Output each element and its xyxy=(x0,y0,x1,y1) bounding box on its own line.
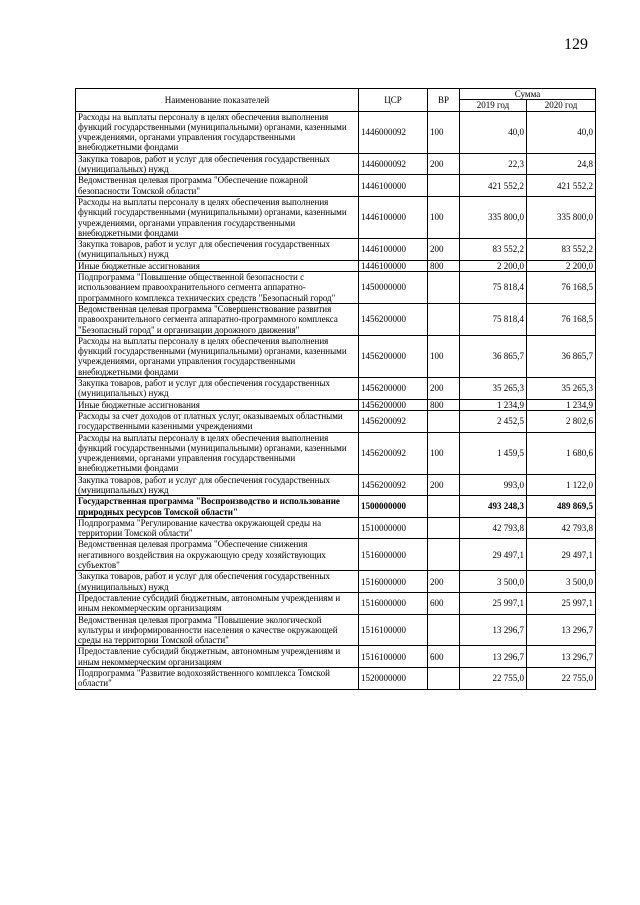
cell-2020: 3 500,0 xyxy=(527,571,596,593)
cell-name: Ведомственная целевая программа "Повышение экологической культуры и информированности населения о качестве окружающей среды на территории Томской области" xyxy=(76,614,359,646)
table-row xyxy=(76,260,596,271)
cell-2020: 42 793,8 xyxy=(527,517,596,539)
cell-2019: 22,3 xyxy=(460,153,527,175)
header-name: Наименование показателей xyxy=(76,89,359,112)
cell-csr: 1450000000 xyxy=(359,272,428,304)
cell-name: Расходы на выплаты персоналу в целях обеспечения выполнения функций государственными (муниципальными) органами, казенными учреждениями, органами управления государственными внебюджетными фондами xyxy=(76,111,359,153)
cell-vr xyxy=(428,496,460,518)
table-row xyxy=(76,614,596,646)
cell-2020: 1 234,9 xyxy=(527,399,596,410)
cell-csr: 1456200092 xyxy=(359,410,428,432)
cell-2020: 76 168,5 xyxy=(527,303,596,335)
table-row xyxy=(76,175,596,197)
table-row xyxy=(76,335,596,377)
cell-vr: 600 xyxy=(428,646,460,668)
table-row xyxy=(76,303,596,335)
cell-2019: 2 452,5 xyxy=(460,410,527,432)
cell-csr: 1446100000 xyxy=(359,260,428,271)
cell-2019: 83 552,2 xyxy=(460,239,527,261)
cell-name: Ведомственная целевая программа "Обеспечение пожарной безопасности Томской области" xyxy=(76,175,359,197)
cell-2019: 35 265,3 xyxy=(460,378,527,400)
cell-vr xyxy=(428,614,460,646)
cell-2020: 1 122,0 xyxy=(527,474,596,496)
header-2020: 2020 год xyxy=(527,100,596,111)
cell-name: Государственная программа "Воспроизводство и использование природных ресурсов Томской области" xyxy=(76,496,359,518)
cell-2020: 24,8 xyxy=(527,153,596,175)
cell-vr: 100 xyxy=(428,196,460,238)
cell-name: Подпрограмма "Регулирование качества окружающей среды на территории Томской области" xyxy=(76,517,359,539)
table-row xyxy=(76,646,596,668)
table-row xyxy=(76,517,596,539)
cell-csr: 1516000000 xyxy=(359,592,428,614)
cell-csr: 1446100000 xyxy=(359,239,428,261)
cell-2020: 40,0 xyxy=(527,111,596,153)
cell-csr: 1446000092 xyxy=(359,153,428,175)
cell-name: Иные бюджетные ассигнования xyxy=(76,399,359,410)
table-row xyxy=(76,378,596,400)
cell-vr: 200 xyxy=(428,378,460,400)
cell-name: Предоставление субсидий бюджетным, автономным учреждениям и иным некоммерческим организациям xyxy=(76,592,359,614)
table-body xyxy=(76,111,596,689)
cell-2020: 36 865,7 xyxy=(527,335,596,377)
cell-csr: 1446100000 xyxy=(359,175,428,197)
cell-vr: 200 xyxy=(428,153,460,175)
cell-csr: 1516100000 xyxy=(359,614,428,646)
cell-vr: 100 xyxy=(428,335,460,377)
cell-2020: 1 680,6 xyxy=(527,432,596,474)
cell-vr: 100 xyxy=(428,111,460,153)
cell-2019: 493 248,3 xyxy=(460,496,527,518)
cell-2020: 76 168,5 xyxy=(527,272,596,304)
table-row xyxy=(76,432,596,474)
cell-2020: 83 552,2 xyxy=(527,239,596,261)
header-vr: ВР xyxy=(428,89,460,112)
cell-name: Расходы за счет доходов от платных услуг, оказываемых областными государственными казенными учреждениями xyxy=(76,410,359,432)
cell-2020: 35 265,3 xyxy=(527,378,596,400)
table-row xyxy=(76,474,596,496)
table-row xyxy=(76,592,596,614)
cell-2019: 22 755,0 xyxy=(460,668,527,690)
cell-vr xyxy=(428,668,460,690)
cell-csr: 1446100000 xyxy=(359,196,428,238)
cell-csr: 1520000000 xyxy=(359,668,428,690)
cell-vr: 600 xyxy=(428,592,460,614)
cell-csr: 1510000000 xyxy=(359,517,428,539)
header-csr: ЦСР xyxy=(359,89,428,112)
cell-2019: 25 997,1 xyxy=(460,592,527,614)
cell-name: Закупка товаров, работ и услуг для обеспечения государственных (муниципальных) нужд xyxy=(76,153,359,175)
cell-2020: 13 296,7 xyxy=(527,646,596,668)
cell-2019: 335 800,0 xyxy=(460,196,527,238)
cell-2019: 36 865,7 xyxy=(460,335,527,377)
cell-csr: 1516000000 xyxy=(359,539,428,571)
cell-name: Закупка товаров, работ и услуг для обеспечения государственных (муниципальных) нужд xyxy=(76,378,359,400)
cell-csr: 1446000092 xyxy=(359,111,428,153)
table-row xyxy=(76,272,596,304)
cell-vr xyxy=(428,517,460,539)
cell-vr xyxy=(428,539,460,571)
cell-vr: 800 xyxy=(428,260,460,271)
cell-name: Предоставление субсидий бюджетным, автономным учреждениям и иным некоммерческим организациям xyxy=(76,646,359,668)
header-2019: 2019 год xyxy=(460,100,527,111)
cell-2019: 1 234,9 xyxy=(460,399,527,410)
cell-2019: 75 818,4 xyxy=(460,303,527,335)
cell-vr: 100 xyxy=(428,432,460,474)
header-sum: Сумма xyxy=(460,89,596,100)
table-row xyxy=(76,539,596,571)
table-row xyxy=(76,496,596,518)
cell-csr: 1516000000 xyxy=(359,571,428,593)
cell-name: Расходы на выплаты персоналу в целях обеспечения выполнения функций государственными (муниципальными) органами, казенными учреждениями, органами управления государственными внебюджетными фондами xyxy=(76,196,359,238)
table-row xyxy=(76,239,596,261)
cell-csr: 1456200092 xyxy=(359,432,428,474)
cell-vr: 200 xyxy=(428,239,460,261)
cell-2020: 2 802,6 xyxy=(527,410,596,432)
cell-2019: 75 818,4 xyxy=(460,272,527,304)
cell-name: Подпрограмма "Развитие водохозяйственного комплекса Томской области" xyxy=(76,668,359,690)
cell-csr: 1516100000 xyxy=(359,646,428,668)
table-row xyxy=(76,196,596,238)
cell-name: Расходы на выплаты персоналу в целях обеспечения выполнения функций государственными (муниципальными) органами, казенными учреждениями, органами управления государственными внебюджетными фондами xyxy=(76,335,359,377)
cell-2019: 993,0 xyxy=(460,474,527,496)
cell-2020: 13 296,7 xyxy=(527,614,596,646)
cell-vr: 200 xyxy=(428,571,460,593)
cell-2020: 25 997,1 xyxy=(527,592,596,614)
cell-csr: 1456200000 xyxy=(359,378,428,400)
cell-2020: 29 497,1 xyxy=(527,539,596,571)
cell-2019: 421 552,2 xyxy=(460,175,527,197)
cell-2020: 2 200,0 xyxy=(527,260,596,271)
cell-2019: 29 497,1 xyxy=(460,539,527,571)
table-row xyxy=(76,410,596,432)
cell-2020: 335 800,0 xyxy=(527,196,596,238)
cell-csr: 1456200000 xyxy=(359,335,428,377)
budget-table xyxy=(75,88,596,690)
cell-csr: 1456200000 xyxy=(359,399,428,410)
cell-vr: 800 xyxy=(428,399,460,410)
cell-name: Закупка товаров, работ и услуг для обеспечения государственных (муниципальных) нужд xyxy=(76,571,359,593)
cell-name: Подпрограмма "Повышение общественной безопасности с использованием правоохранительного сегмента аппаратно-программного комплекса технических средств "Безопасный город" xyxy=(76,272,359,304)
cell-2019: 13 296,7 xyxy=(460,614,527,646)
cell-name: Закупка товаров, работ и услуг для обеспечения государственных (муниципальных) нужд xyxy=(76,474,359,496)
cell-2019: 1 459,5 xyxy=(460,432,527,474)
cell-name: Закупка товаров, работ и услуг для обеспечения государственных (муниципальных) нужд xyxy=(76,239,359,261)
cell-name: Ведомственная целевая программа "Совершенствование развития правоохранительного сегмента аппаратно-программного комплекса "Безопасный город" и организации дорожного движения" xyxy=(76,303,359,335)
cell-2019: 40,0 xyxy=(460,111,527,153)
cell-name: Иные бюджетные ассигнования xyxy=(76,260,359,271)
table-header xyxy=(76,89,596,112)
cell-2019: 42 793,8 xyxy=(460,517,527,539)
cell-csr: 1456200000 xyxy=(359,303,428,335)
table-row xyxy=(76,111,596,153)
cell-name: Расходы на выплаты персоналу в целях обеспечения выполнения функций государственными (муниципальными) органами, казенными учреждениями, органами управления государственными внебюджетными фондами xyxy=(76,432,359,474)
page-number: 129 xyxy=(564,36,588,53)
cell-csr: 1500000000 xyxy=(359,496,428,518)
table-row xyxy=(76,399,596,410)
cell-vr xyxy=(428,303,460,335)
cell-2020: 489 869,5 xyxy=(527,496,596,518)
cell-csr: 1456200092 xyxy=(359,474,428,496)
cell-vr xyxy=(428,175,460,197)
table-row xyxy=(76,153,596,175)
cell-vr: 200 xyxy=(428,474,460,496)
cell-2020: 22 755,0 xyxy=(527,668,596,690)
cell-vr xyxy=(428,272,460,304)
cell-2019: 3 500,0 xyxy=(460,571,527,593)
cell-name: Ведомственная целевая программа "Обеспечение снижения негативного воздействия на окружающую среду хозяйствующих субъектов" xyxy=(76,539,359,571)
cell-vr xyxy=(428,410,460,432)
table-row xyxy=(76,571,596,593)
cell-2019: 2 200,0 xyxy=(460,260,527,271)
cell-2019: 13 296,7 xyxy=(460,646,527,668)
cell-2020: 421 552,2 xyxy=(527,175,596,197)
table-row xyxy=(76,668,596,690)
